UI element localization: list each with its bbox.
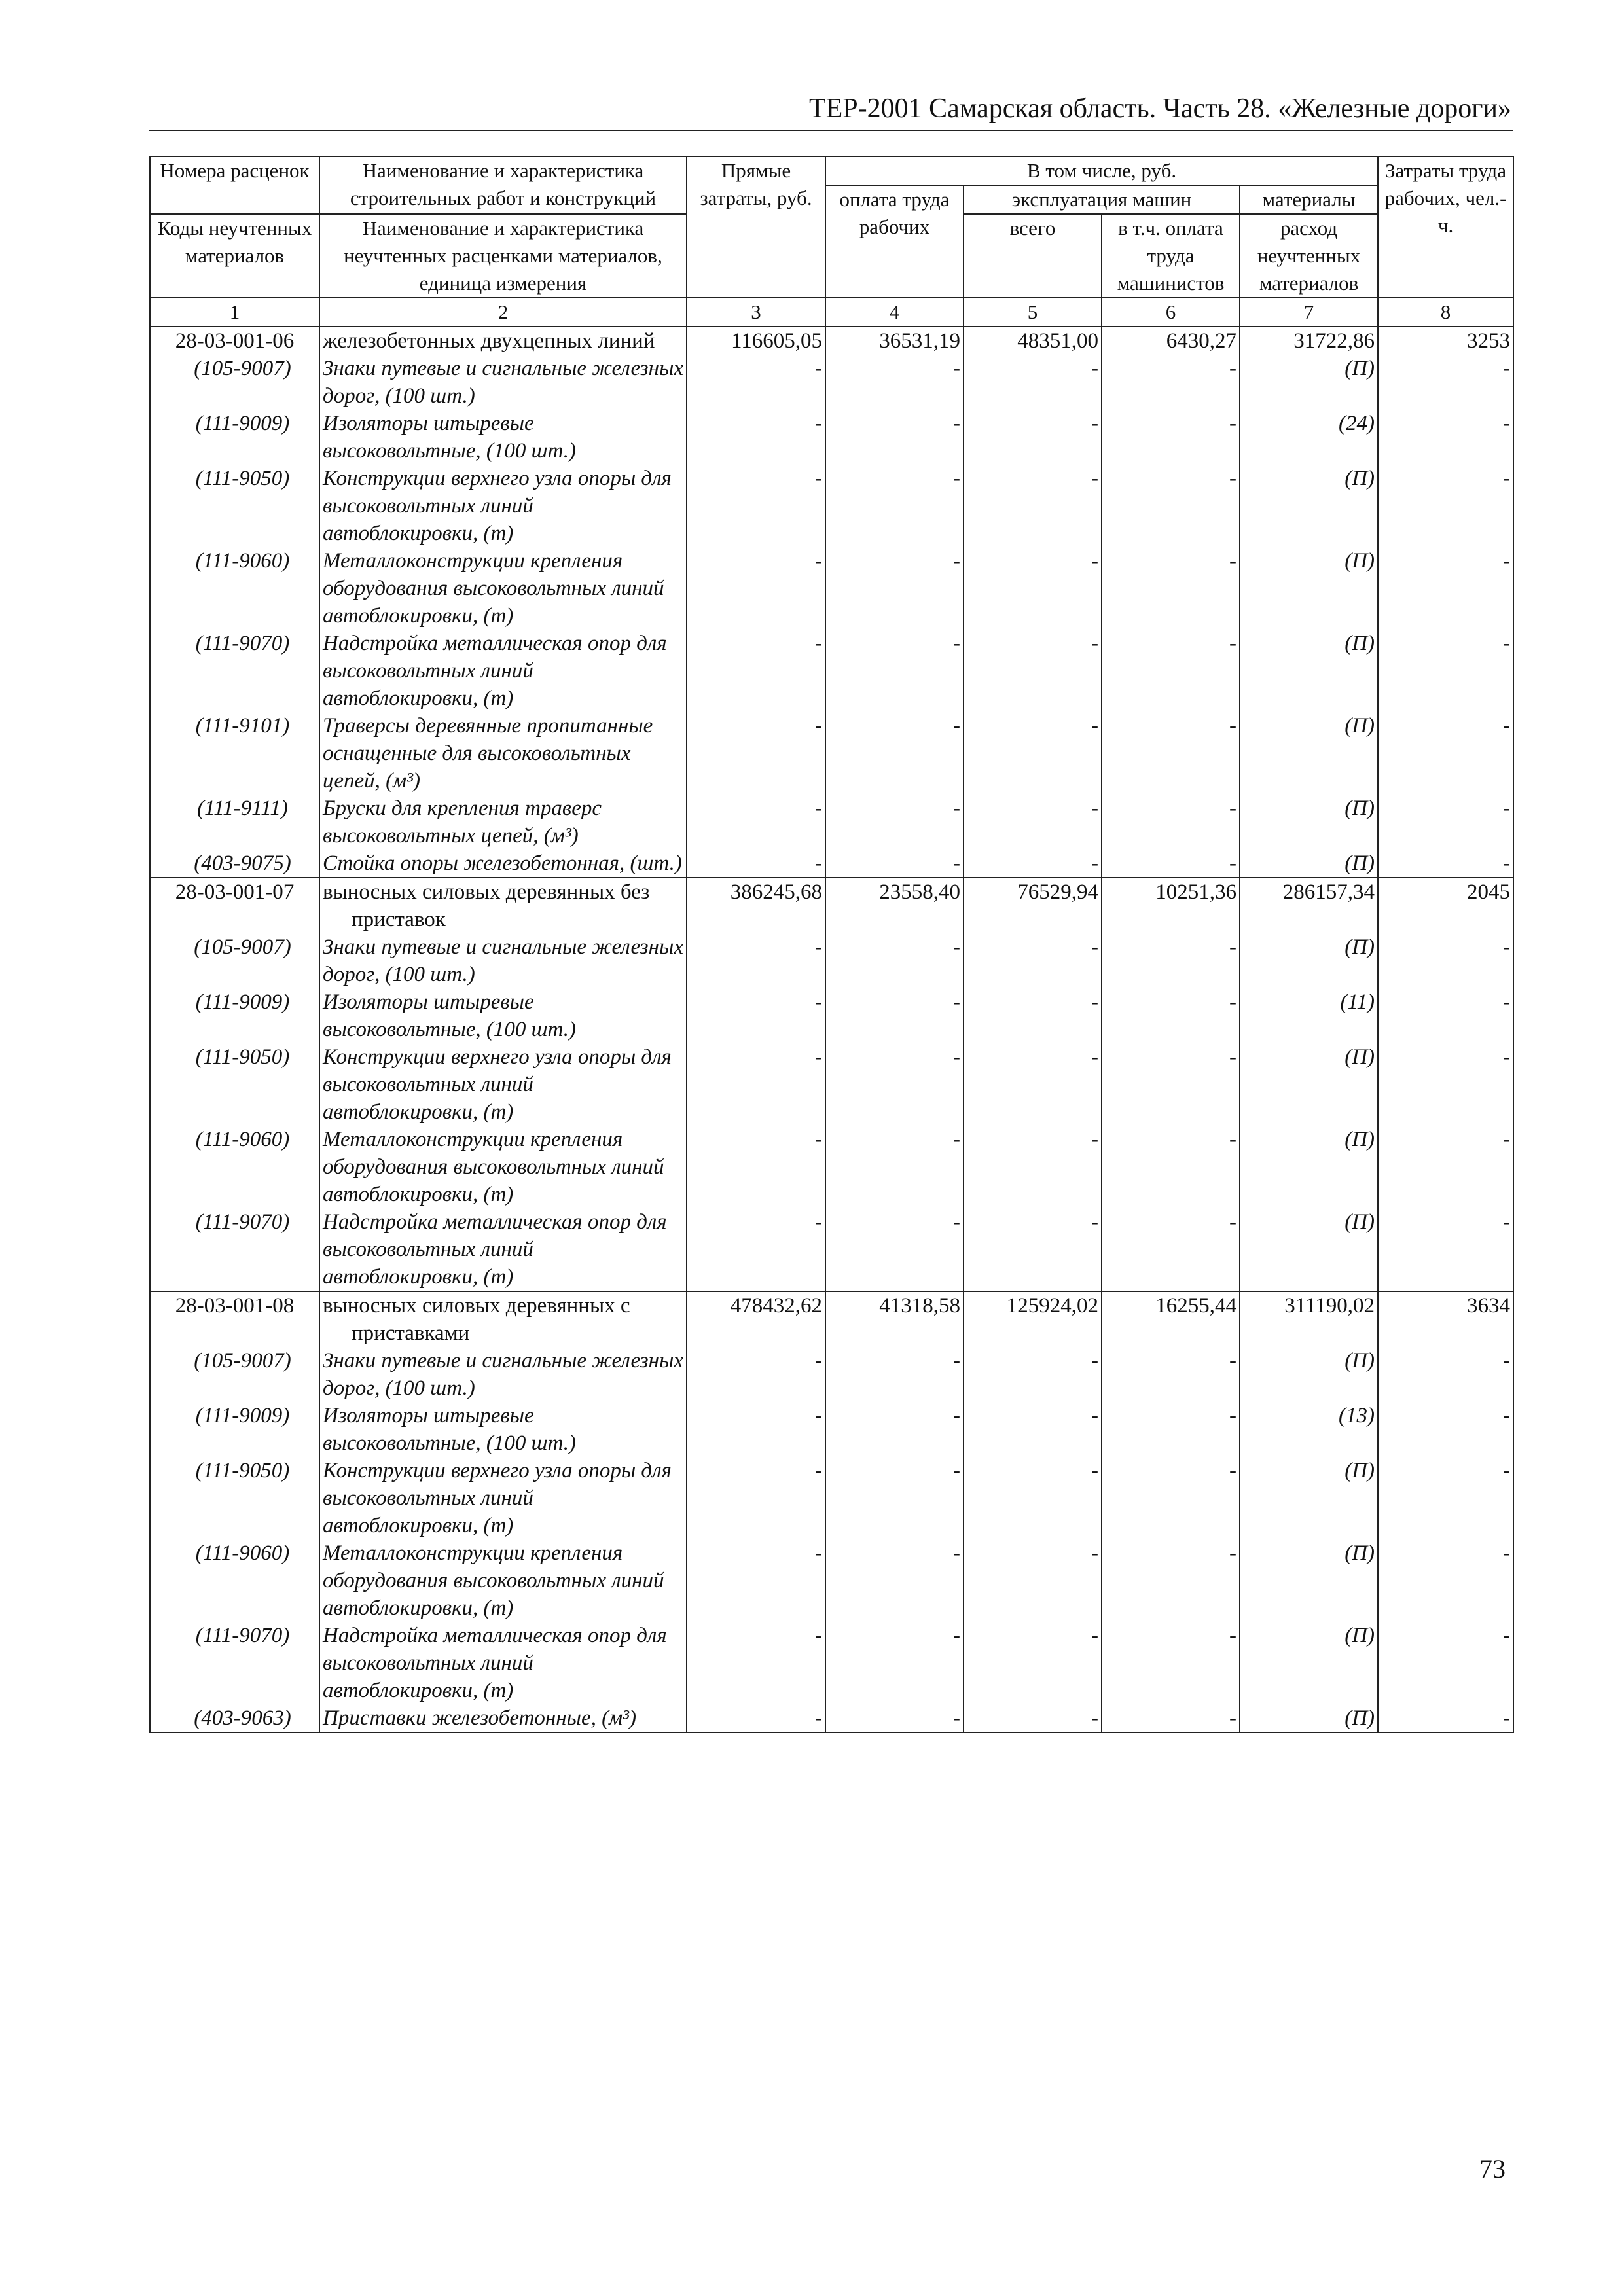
material-name: Конструкции верхнего узла опоры для высоковольтных линий автоблокировки, (т): [319, 1457, 687, 1539]
operator-pay-value: -: [1102, 1402, 1240, 1457]
direct-costs-value: -: [687, 1402, 825, 1457]
labor-hours-value: -: [1378, 410, 1513, 465]
worker-pay-value: -: [825, 1208, 964, 1291]
labor-hours-value: -: [1378, 1043, 1513, 1126]
worker-pay-value: -: [825, 1402, 964, 1457]
col-header-codes-top: Номера расценок: [150, 156, 319, 214]
worker-pay-value: -: [825, 1457, 964, 1539]
labor-hours-value: -: [1378, 1622, 1513, 1704]
material-name: Конструкции верхнего узла опоры для высоковольтных линий автоблокировки, (т): [319, 1043, 687, 1126]
rate-row: [150, 327, 1513, 355]
materials-value: 31722,86: [1240, 327, 1378, 355]
worker-pay-value: -: [825, 850, 964, 878]
machines-total-value: -: [964, 712, 1102, 795]
table-header: [150, 156, 1513, 327]
material-code: (111-9009): [150, 988, 319, 1043]
materials-value: (П): [1240, 933, 1378, 988]
worker-pay-value: 41318,58: [825, 1291, 964, 1347]
operator-pay-value: -: [1102, 712, 1240, 795]
material-row: [150, 547, 1513, 630]
labor-hours-value: -: [1378, 795, 1513, 850]
material-row: [150, 630, 1513, 712]
material-code: (403-9063): [150, 1704, 319, 1732]
worker-pay-value: -: [825, 988, 964, 1043]
direct-costs-value: 386245,68: [687, 878, 825, 933]
material-row: [150, 1126, 1513, 1208]
direct-costs-value: -: [687, 1457, 825, 1539]
material-name: Траверсы деревянные пропитанные оснащенные для высоковольтных цепей, (м³): [319, 712, 687, 795]
labor-hours-value: -: [1378, 1704, 1513, 1732]
material-name: Металлоконструкции крепления оборудования высоковольтных линий автоблокировки, (т): [319, 1539, 687, 1622]
material-code: (111-9009): [150, 1402, 319, 1457]
materials-value: (П): [1240, 630, 1378, 712]
col-header-name-top: Наименование и характеристика строительных работ и конструкций: [319, 156, 687, 214]
materials-value: (24): [1240, 410, 1378, 465]
worker-pay-value: -: [825, 465, 964, 547]
operator-pay-value: -: [1102, 465, 1240, 547]
worker-pay-value: -: [825, 1126, 964, 1208]
material-row: [150, 1704, 1513, 1732]
machines-total-value: -: [964, 630, 1102, 712]
machines-total-value: -: [964, 850, 1102, 878]
col-header-including: В том числе, руб.: [825, 156, 1378, 185]
machines-total-value: -: [964, 1402, 1102, 1457]
labor-hours-value: -: [1378, 355, 1513, 410]
operator-pay-value: -: [1102, 1539, 1240, 1622]
machines-total-value: -: [964, 1126, 1102, 1208]
column-numbers-row: [150, 298, 1513, 327]
rate-row: [150, 1291, 1513, 1347]
direct-costs-value: -: [687, 465, 825, 547]
column-number: 2: [319, 298, 687, 327]
operator-pay-value: -: [1102, 410, 1240, 465]
labor-hours-value: 3634: [1378, 1291, 1513, 1347]
material-code: (111-9111): [150, 795, 319, 850]
materials-value: (П): [1240, 465, 1378, 547]
operator-pay-value: -: [1102, 850, 1240, 878]
direct-costs-value: -: [687, 850, 825, 878]
labor-hours-value: -: [1378, 850, 1513, 878]
direct-costs-value: 478432,62: [687, 1291, 825, 1347]
machines-total-value: -: [964, 1208, 1102, 1291]
material-name: Знаки путевые и сигнальные железных дорог, (100 шт.): [319, 1347, 687, 1402]
col-header-materials: материалы: [1240, 185, 1378, 214]
operator-pay-value: -: [1102, 988, 1240, 1043]
material-name: Приставки железобетонные, (м³): [319, 1704, 687, 1732]
worker-pay-value: -: [825, 355, 964, 410]
material-row: [150, 1457, 1513, 1539]
material-code: (111-9050): [150, 465, 319, 547]
material-row: [150, 1622, 1513, 1704]
material-row: [150, 1043, 1513, 1126]
rate-code: 28-03-001-07: [150, 878, 319, 933]
operator-pay-value: -: [1102, 1457, 1240, 1539]
col-header-machines-total: всего: [964, 214, 1102, 298]
col-header-labor-hours: Затраты труда рабочих, чел.-ч.: [1378, 156, 1513, 298]
materials-value: 311190,02: [1240, 1291, 1378, 1347]
table-body: [150, 327, 1513, 1732]
material-row: [150, 850, 1513, 878]
direct-costs-value: -: [687, 355, 825, 410]
material-code: (111-9050): [150, 1043, 319, 1126]
material-name: Металлоконструкции крепления оборудования высоковольтных линий автоблокировки, (т): [319, 547, 687, 630]
material-name: Бруски для крепления траверс высоковольтных цепей, (м³): [319, 795, 687, 850]
material-name: Надстройка металлическая опор для высоковольтных линий автоблокировки, (т): [319, 630, 687, 712]
labor-hours-value: -: [1378, 630, 1513, 712]
material-name: Конструкции верхнего узла опоры для высоковольтных линий автоблокировки, (т): [319, 465, 687, 547]
col-header-machines: эксплуатация машин: [964, 185, 1240, 214]
material-code: (111-9050): [150, 1457, 319, 1539]
materials-value: (11): [1240, 988, 1378, 1043]
rate-code: 28-03-001-08: [150, 1291, 319, 1347]
column-number: 5: [964, 298, 1102, 327]
page-number: 73: [1479, 2154, 1506, 2183]
direct-costs-value: -: [687, 933, 825, 988]
material-row: [150, 1208, 1513, 1291]
direct-costs-value: -: [687, 1622, 825, 1704]
materials-value: (13): [1240, 1402, 1378, 1457]
materials-value: (П): [1240, 355, 1378, 410]
material-name: Знаки путевые и сигнальные железных дорог, (100 шт.): [319, 933, 687, 988]
materials-value: (П): [1240, 1347, 1378, 1402]
col-header-operator-pay: в т.ч. оплата труда машинистов: [1102, 214, 1240, 298]
col-header-direct-costs: Прямые затраты, руб.: [687, 156, 825, 298]
machines-total-value: 48351,00: [964, 327, 1102, 355]
worker-pay-value: 36531,19: [825, 327, 964, 355]
price-table: [149, 156, 1514, 1733]
labor-hours-value: -: [1378, 1402, 1513, 1457]
worker-pay-value: -: [825, 933, 964, 988]
material-code: (403-9075): [150, 850, 319, 878]
labor-hours-value: -: [1378, 465, 1513, 547]
materials-value: (П): [1240, 1043, 1378, 1126]
worker-pay-value: -: [825, 630, 964, 712]
materials-value: (П): [1240, 1622, 1378, 1704]
operator-pay-value: -: [1102, 1126, 1240, 1208]
operator-pay-value: -: [1102, 1347, 1240, 1402]
labor-hours-value: 3253: [1378, 327, 1513, 355]
direct-costs-value: -: [687, 1704, 825, 1732]
materials-value: (П): [1240, 1126, 1378, 1208]
labor-hours-value: -: [1378, 1457, 1513, 1539]
running-header: ТЕР-2001 Самарская область. Часть 28. «Железные дороги»: [808, 94, 1511, 124]
column-number: 8: [1378, 298, 1513, 327]
machines-total-value: -: [964, 410, 1102, 465]
material-row: [150, 1347, 1513, 1402]
operator-pay-value: -: [1102, 1208, 1240, 1291]
material-code: (111-9009): [150, 410, 319, 465]
machines-total-value: -: [964, 355, 1102, 410]
machines-total-value: -: [964, 1704, 1102, 1732]
labor-hours-value: -: [1378, 712, 1513, 795]
direct-costs-value: -: [687, 795, 825, 850]
rate-row: [150, 878, 1513, 933]
material-code: (105-9007): [150, 1347, 319, 1402]
material-row: [150, 410, 1513, 465]
machines-total-value: 76529,94: [964, 878, 1102, 933]
direct-costs-value: -: [687, 988, 825, 1043]
operator-pay-value: 6430,27: [1102, 327, 1240, 355]
worker-pay-value: -: [825, 1043, 964, 1126]
labor-hours-value: -: [1378, 1126, 1513, 1208]
material-name: Изоляторы штыревые высоковольтные, (100 шт.): [319, 410, 687, 465]
worker-pay-value: -: [825, 1539, 964, 1622]
material-name: Знаки путевые и сигнальные железных дорог, (100 шт.): [319, 355, 687, 410]
rate-name: железобетонных двухцепных линий: [319, 327, 687, 355]
operator-pay-value: -: [1102, 1704, 1240, 1732]
machines-total-value: 125924,02: [964, 1291, 1102, 1347]
labor-hours-value: -: [1378, 1539, 1513, 1622]
material-name: Изоляторы штыревые высоковольтные, (100 шт.): [319, 1402, 687, 1457]
worker-pay-value: -: [825, 1622, 964, 1704]
material-row: [150, 933, 1513, 988]
operator-pay-value: -: [1102, 1622, 1240, 1704]
worker-pay-value: -: [825, 410, 964, 465]
operator-pay-value: -: [1102, 355, 1240, 410]
material-name: Надстройка металлическая опор для высоковольтных линий автоблокировки, (т): [319, 1208, 687, 1291]
material-row: [150, 712, 1513, 795]
direct-costs-value: -: [687, 547, 825, 630]
material-code: (111-9070): [150, 630, 319, 712]
labor-hours-value: 2045: [1378, 878, 1513, 933]
machines-total-value: -: [964, 547, 1102, 630]
header-rule: [149, 130, 1513, 131]
materials-value: (П): [1240, 1704, 1378, 1732]
operator-pay-value: -: [1102, 1043, 1240, 1126]
machines-total-value: -: [964, 1539, 1102, 1622]
labor-hours-value: -: [1378, 547, 1513, 630]
labor-hours-value: -: [1378, 933, 1513, 988]
col-header-unaccounted-materials: расход неучтенных материалов: [1240, 214, 1378, 298]
material-code: (111-9070): [150, 1208, 319, 1291]
materials-value: 286157,34: [1240, 878, 1378, 933]
worker-pay-value: -: [825, 795, 964, 850]
material-code: (105-9007): [150, 933, 319, 988]
col-header-worker-pay: оплата труда рабочих: [825, 185, 964, 298]
materials-value: (П): [1240, 1539, 1378, 1622]
operator-pay-value: 16255,44: [1102, 1291, 1240, 1347]
material-code: (105-9007): [150, 355, 319, 410]
machines-total-value: -: [964, 795, 1102, 850]
material-code: (111-9060): [150, 1539, 319, 1622]
worker-pay-value: 23558,40: [825, 878, 964, 933]
operator-pay-value: -: [1102, 630, 1240, 712]
material-row: [150, 988, 1513, 1043]
material-row: [150, 1539, 1513, 1622]
column-number: 7: [1240, 298, 1378, 327]
machines-total-value: -: [964, 1457, 1102, 1539]
machines-total-value: -: [964, 1622, 1102, 1704]
direct-costs-value: -: [687, 1208, 825, 1291]
machines-total-value: -: [964, 988, 1102, 1043]
direct-costs-value: -: [687, 1539, 825, 1622]
operator-pay-value: -: [1102, 795, 1240, 850]
materials-value: (П): [1240, 712, 1378, 795]
materials-value: (П): [1240, 850, 1378, 878]
material-row: [150, 795, 1513, 850]
material-name: Изоляторы штыревые высоковольтные, (100 шт.): [319, 988, 687, 1043]
rate-name: выносных силовых деревянных без приставок: [319, 878, 687, 933]
material-name: Стойка опоры железобетонная, (шт.): [319, 850, 687, 878]
col-header-name-bottom: Наименование и характеристика неучтенных расценками материалов, единица измерения: [319, 214, 687, 298]
machines-total-value: -: [964, 933, 1102, 988]
worker-pay-value: -: [825, 1704, 964, 1732]
machines-total-value: -: [964, 1347, 1102, 1402]
direct-costs-value: -: [687, 1126, 825, 1208]
direct-costs-value: 116605,05: [687, 327, 825, 355]
worker-pay-value: -: [825, 712, 964, 795]
operator-pay-value: 10251,36: [1102, 878, 1240, 933]
material-name: Надстройка металлическая опор для высоковольтных линий автоблокировки, (т): [319, 1622, 687, 1704]
labor-hours-value: -: [1378, 1347, 1513, 1402]
materials-value: (П): [1240, 547, 1378, 630]
labor-hours-value: -: [1378, 1208, 1513, 1291]
column-number: 3: [687, 298, 825, 327]
materials-value: (П): [1240, 795, 1378, 850]
column-number: 4: [825, 298, 964, 327]
direct-costs-value: -: [687, 630, 825, 712]
material-code: (111-9070): [150, 1622, 319, 1704]
material-code: (111-9101): [150, 712, 319, 795]
direct-costs-value: -: [687, 1347, 825, 1402]
rate-name: выносных силовых деревянных с приставками: [319, 1291, 687, 1347]
direct-costs-value: -: [687, 410, 825, 465]
worker-pay-value: -: [825, 547, 964, 630]
material-name: Металлоконструкции крепления оборудования высоковольтных линий автоблокировки, (т): [319, 1126, 687, 1208]
machines-total-value: -: [964, 1043, 1102, 1126]
column-number: 6: [1102, 298, 1240, 327]
labor-hours-value: -: [1378, 988, 1513, 1043]
machines-total-value: -: [964, 465, 1102, 547]
material-code: (111-9060): [150, 1126, 319, 1208]
material-row: [150, 1402, 1513, 1457]
operator-pay-value: -: [1102, 933, 1240, 988]
material-row: [150, 465, 1513, 547]
material-row: [150, 355, 1513, 410]
direct-costs-value: -: [687, 712, 825, 795]
materials-value: (П): [1240, 1208, 1378, 1291]
materials-value: (П): [1240, 1457, 1378, 1539]
column-number: 1: [150, 298, 319, 327]
col-header-codes-bottom: Коды неучтенных материалов: [150, 214, 319, 298]
operator-pay-value: -: [1102, 547, 1240, 630]
rate-code: 28-03-001-06: [150, 327, 319, 355]
worker-pay-value: -: [825, 1347, 964, 1402]
direct-costs-value: -: [687, 1043, 825, 1126]
material-code: (111-9060): [150, 547, 319, 630]
